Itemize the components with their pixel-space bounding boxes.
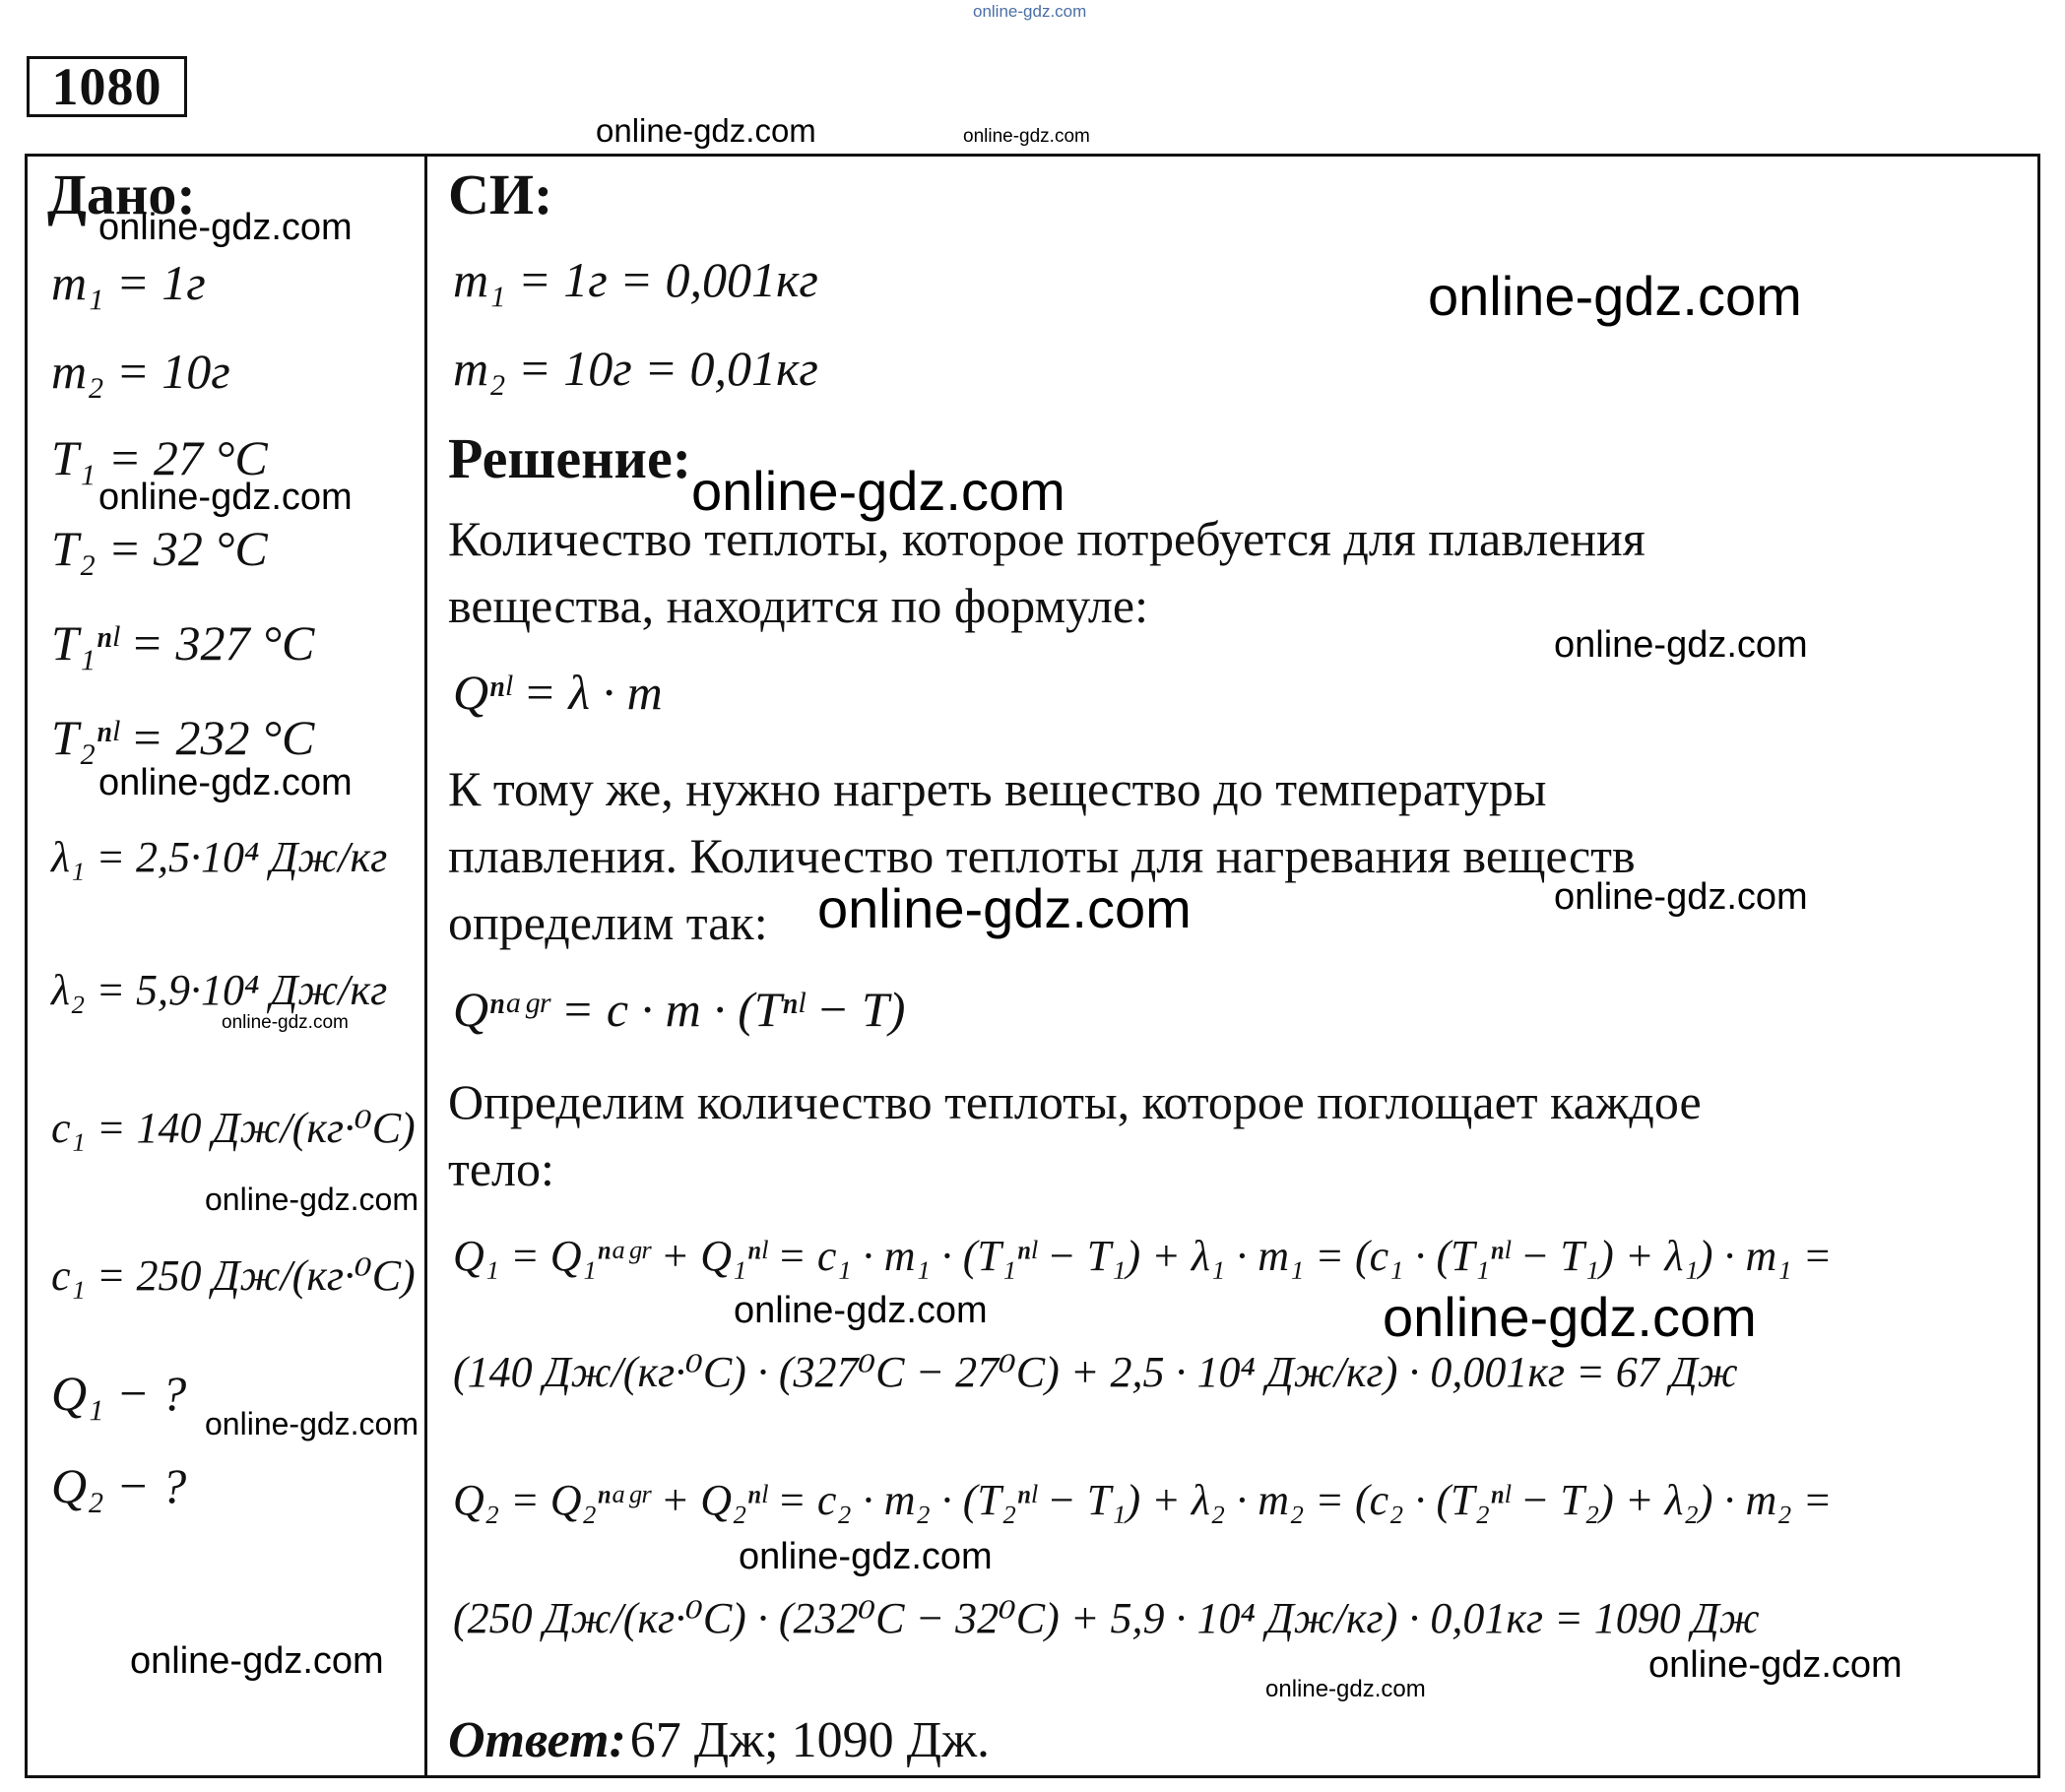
- answer: [448, 1711, 990, 1769]
- watermark: online-gdz.com: [205, 1182, 419, 1217]
- given-lambda1: λ₁ = 2,5·10⁴ Дж/кг: [51, 833, 388, 881]
- watermark: online-gdz.com: [98, 762, 353, 803]
- problem-number: 1080: [27, 56, 187, 117]
- watermark: online-gdz.com: [1554, 876, 1808, 918]
- watermark: online-gdz.com: [1648, 1644, 1903, 1686]
- si-m1: m₁ = 1г = 0,001кг: [453, 252, 818, 307]
- watermark-top: online-gdz.com: [973, 2, 1087, 21]
- solution-header: Решение:: [448, 426, 692, 490]
- formula-heating: Qⁿᵃᵍʳ = c · m · (Tⁿˡ − T): [453, 982, 906, 1037]
- q1-equation-line1: Q₁ = Q₁ⁿᵃᵍʳ + Q₁ⁿˡ = c₁ · m₁ · (T₁ⁿˡ − T₁) + λ₁ · m₁ = (c₁ · (T₁ⁿˡ − T₁) + λ₁) · m₁ =: [453, 1232, 1833, 1280]
- si-m2: m₂ = 10г = 0,01кг: [453, 341, 818, 396]
- watermark: online-gdz.com: [1554, 624, 1808, 666]
- q1-equation-line2: (140 Дж/(кг·⁰C) · (327⁰C − 27⁰C) + 2,5 · 10⁴ Дж/кг) · 0,001кг = 67 Дж: [453, 1348, 1738, 1396]
- given-m1: m₁ = 1г: [51, 255, 206, 310]
- si-header: СИ:: [448, 162, 553, 226]
- watermark: online-gdz.com: [739, 1536, 993, 1577]
- watermark: online-gdz.com: [691, 460, 1065, 522]
- given-c1: c₁ = 140 Дж/(кг·⁰C): [51, 1104, 416, 1152]
- given-q2-unknown: Q₂ − ?: [51, 1458, 187, 1513]
- solution-para1-line2: вещества, находится по формуле:: [448, 578, 1148, 633]
- answer-value: 67 Дж; 1090 Дж.: [629, 1712, 991, 1768]
- answer-label: Ответ:: [448, 1712, 626, 1768]
- column-divider: [424, 154, 427, 1778]
- solution-para2-line2: плавления. Количество теплоты для нагревания веществ: [448, 828, 1636, 883]
- watermark: online-gdz.com: [817, 877, 1192, 939]
- given-q1-unknown: Q₁ − ?: [51, 1366, 187, 1421]
- given-t1-melt: T₁ⁿˡ = 327 °C: [51, 615, 315, 671]
- watermark: online-gdz.com: [98, 477, 353, 518]
- watermark: online-gdz.com: [205, 1406, 419, 1441]
- solution-para2-line1: К тому же, нужно нагреть вещество до температуры: [448, 761, 1547, 816]
- q2-equation-line1: Q₂ = Q₂ⁿᵃᵍʳ + Q₂ⁿˡ = c₂ · m₂ · (T₂ⁿˡ − T₁) + λ₂ · m₂ = (c₂ · (T₂ⁿˡ − T₂) + λ₂) · m₂ =: [453, 1476, 1833, 1524]
- watermark: online-gdz.com: [596, 112, 816, 149]
- given-t1: T₁ = 27 °C: [51, 430, 268, 485]
- given-header: Дано:: [47, 162, 196, 226]
- watermark: online-gdz.com: [222, 1012, 349, 1033]
- watermark: online-gdz.com: [1265, 1676, 1426, 1702]
- solution-para2-line3: определим так:: [448, 895, 768, 950]
- watermark: online-gdz.com: [963, 126, 1090, 147]
- given-t2-melt: T₂ⁿˡ = 232 °C: [51, 710, 315, 765]
- solution-para1-line1: Количество теплоты, которое потребуется для плавления: [448, 511, 1646, 566]
- watermark: online-gdz.com: [1428, 265, 1802, 327]
- given-c2: c₁ = 250 Дж/(кг·⁰C): [51, 1251, 416, 1300]
- q2-equation-line2: (250 Дж/(кг·⁰C) · (232⁰C − 32⁰C) + 5,9 · 10⁴ Дж/кг) · 0,01кг = 1090 Дж: [453, 1594, 1760, 1642]
- watermark: online-gdz.com: [130, 1640, 384, 1682]
- solution-para3-line1: Определим количество теплоты, которое поглощает каждое: [448, 1074, 1702, 1129]
- watermark: online-gdz.com: [1383, 1286, 1757, 1348]
- formula-melting: Qⁿˡ = λ · m: [453, 665, 663, 720]
- given-lambda2: λ₂ = 5,9·10⁴ Дж/кг: [51, 966, 388, 1014]
- solution-para3-line2: тело:: [448, 1141, 554, 1196]
- given-m2: m₂ = 10г: [51, 344, 230, 399]
- watermark: online-gdz.com: [734, 1290, 988, 1331]
- watermark: online-gdz.com: [98, 207, 353, 248]
- given-t2: T₂ = 32 °C: [51, 521, 268, 576]
